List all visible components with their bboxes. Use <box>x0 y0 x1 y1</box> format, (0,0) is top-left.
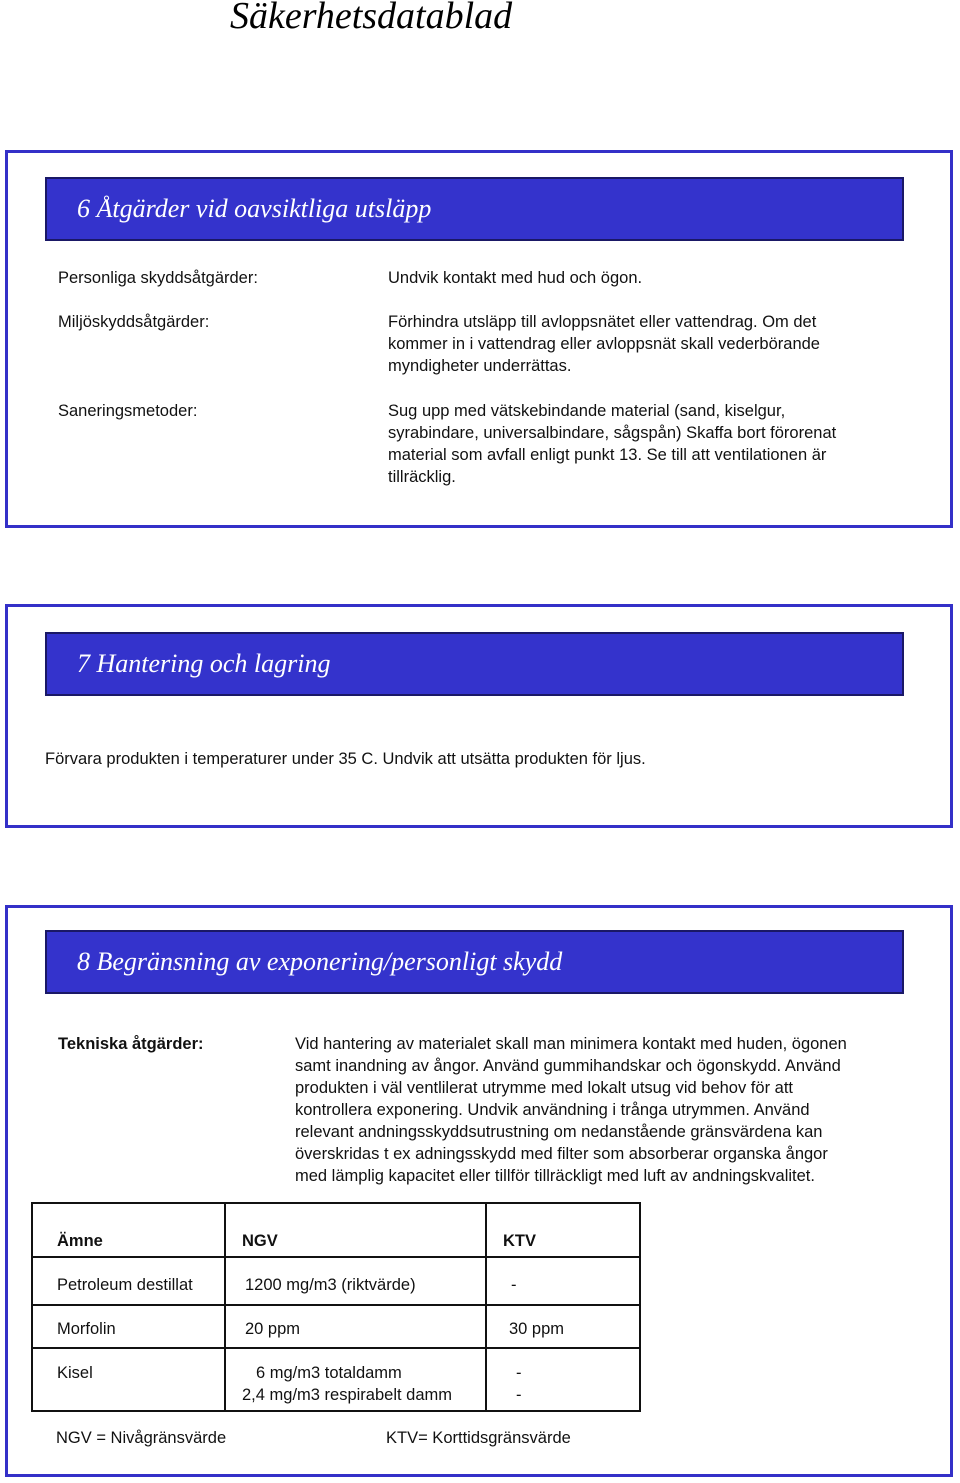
technical-measures-line-6: överskridas t ex adningsskydd med filter som absorberar organska ångor <box>295 1145 828 1163</box>
table-divider <box>485 1204 487 1410</box>
technical-measures-line-7: med lämplig kapacitet eller tillför tillräckligt med luft av andningskvalitet. <box>295 1167 815 1185</box>
section-6-heading: 6 Åtgärder vid oavsiktliga utsläpp <box>45 177 904 241</box>
table-divider <box>224 1204 226 1410</box>
technical-measures-line-2: samt inandning av ångor. Använd gummihandskar och ögonskydd. Använd <box>295 1057 841 1075</box>
environment-protection-label: Miljöskyddsåtgärder: <box>58 313 210 331</box>
environment-protection-line-2: kommer in i vattendrag eller avloppsnät skall vederbörande <box>388 335 820 353</box>
cleanup-methods-line-3: material som avfall enligt punkt 13. Se till att ventilationen är <box>388 446 827 464</box>
technical-measures-line-1: Vid hantering av materialet skall man minimera kontakt med huden, ögonen <box>295 1035 847 1053</box>
table-row-ngv-secondary: 2,4 mg/m3 respirabelt damm <box>242 1386 452 1404</box>
technical-measures-label: Tekniska åtgärder: <box>58 1035 204 1053</box>
table-row-ktv: - <box>511 1276 517 1294</box>
storage-text: Förvara produkten i temperaturer under 35 C. Undvik att utsätta produkten för ljus. <box>45 750 646 768</box>
header-ktv: KTV <box>503 1232 536 1250</box>
document-title: Säkerhetsdatablad <box>230 0 513 37</box>
personal-protection-text: Undvik kontakt med hud och ögon. <box>388 269 643 287</box>
technical-measures-line-4: kontrollera exponering. Undvik användning i trånga utrymmen. Använd <box>295 1101 810 1119</box>
table-row-name: Morfolin <box>57 1320 116 1338</box>
cleanup-methods-line-1: Sug upp med vätskebindande material (sand, kiselgur, <box>388 402 786 420</box>
personal-protection-label: Personliga skyddsåtgärder: <box>58 269 258 287</box>
table-row-ktv-secondary: - <box>516 1386 522 1404</box>
section-7 <box>5 604 953 828</box>
table-row-name: Kisel <box>57 1364 93 1382</box>
table-row-ktv: 30 ppm <box>509 1320 565 1338</box>
technical-measures-line-3: produkten i väl ventlilerat utrymme med lokalt utsug vid behov för att <box>295 1079 793 1097</box>
table-divider <box>33 1347 639 1349</box>
section-7-heading: 7 Hantering och lagring <box>45 632 904 696</box>
cleanup-methods-line-4: tillräcklig. <box>388 468 456 486</box>
table-row-name: Petroleum destillat <box>57 1276 193 1294</box>
exposure-limits-table <box>31 1202 641 1412</box>
environment-protection-line-3: myndigheter underrättas. <box>388 357 572 375</box>
environment-protection-line-1: Förhindra utsläpp till avloppsnätet eller vattendrag. Om det <box>388 313 817 331</box>
section-8-heading: 8 Begränsning av exponering/personligt skydd <box>45 930 904 994</box>
table-divider <box>33 1256 639 1258</box>
footnote-ktv: KTV= Korttidsgränsvärde <box>386 1429 571 1447</box>
table-row-ngv: 6 mg/m3 totaldamm <box>256 1364 402 1382</box>
section-6 <box>5 150 953 528</box>
header-ngv: NGV <box>242 1232 278 1250</box>
cleanup-methods-line-2: syrabindare, universalbindare, sågspån) Skaffa bort förorenat <box>388 424 837 442</box>
cleanup-methods-label: Saneringsmetoder: <box>58 402 198 420</box>
table-row-ktv: - <box>516 1364 522 1382</box>
footnote-ngv: NGV = Nivågränsvärde <box>56 1429 227 1447</box>
table-row-ngv: 1200 mg/m3 (riktvärde) <box>245 1276 416 1294</box>
table-divider <box>33 1304 639 1306</box>
technical-measures-line-5: relevant andningsskyddsutrustning om nedanstående gränsvärdena kan <box>295 1123 823 1141</box>
header-substance: Ämne <box>57 1232 103 1250</box>
table-row-ngv: 20 ppm <box>245 1320 301 1338</box>
